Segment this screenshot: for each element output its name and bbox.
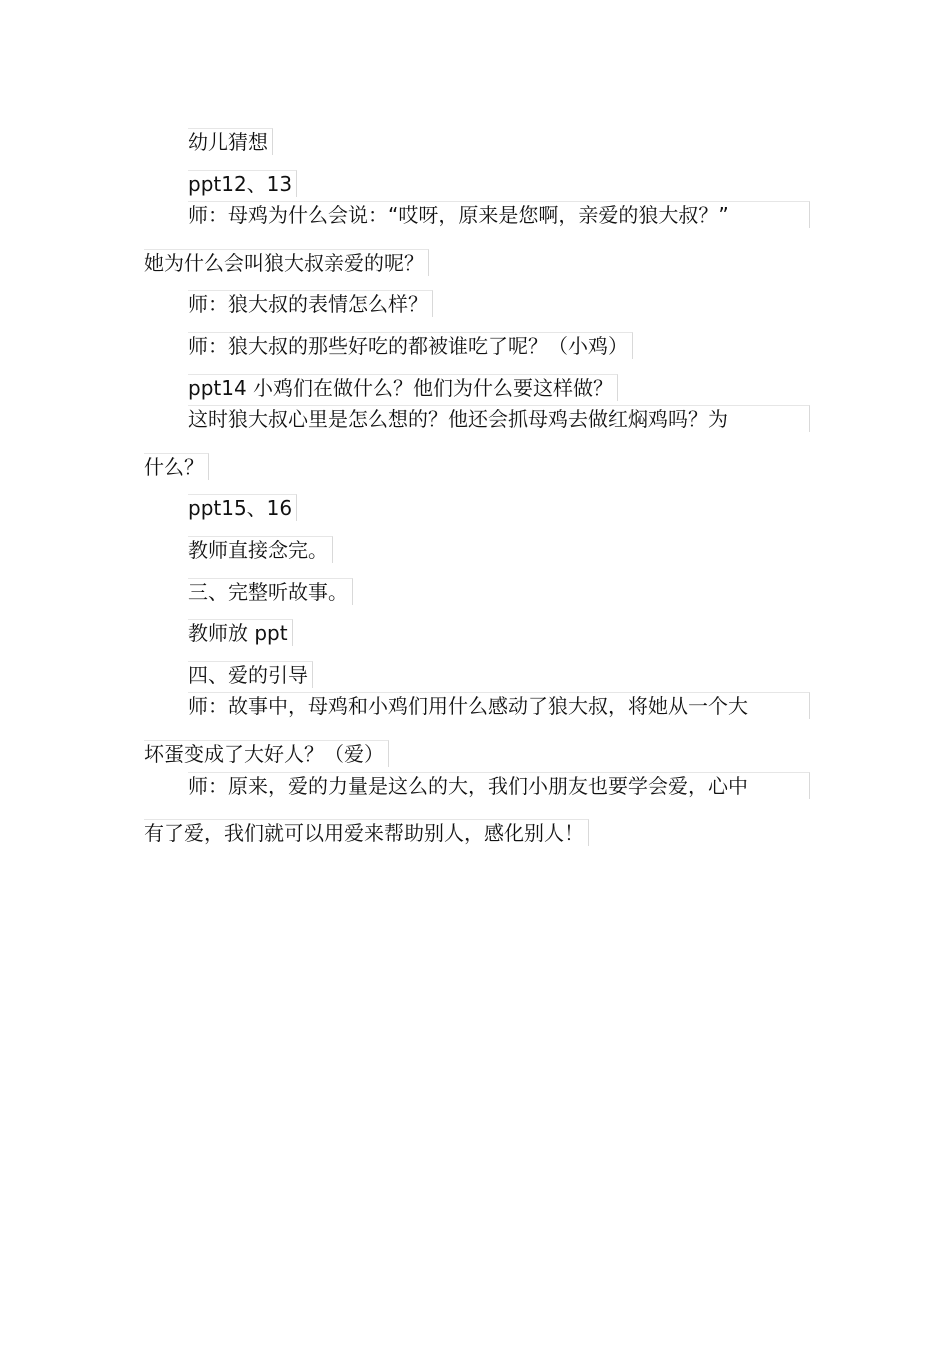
text-line [144, 368, 808, 410]
line-text: 教师放 ppt [188, 619, 293, 646]
line-text: 她为什么会叫狼大叔亲爱的呢？ [144, 249, 429, 276]
line-text: 三、完整听故事。 [188, 578, 353, 605]
text-line [144, 243, 808, 285]
text-line [144, 284, 808, 326]
text-line [144, 772, 808, 814]
text-line [144, 813, 808, 855]
line-text: 坏蛋变成了大好人？（爱） [144, 740, 389, 767]
text-line [144, 530, 808, 572]
line-text: 师：故事中，母鸡和小鸡们用什么感动了狼大叔，将她从一个大 [188, 692, 810, 719]
text-line [144, 613, 808, 655]
line-text: 师：狼大叔的表情怎么样？ [188, 290, 433, 317]
line-text: ppt14 小鸡们在做什么？他们为什么要这样做？ [188, 374, 618, 401]
line-text: 什么？ [144, 453, 209, 480]
text-line [144, 655, 808, 697]
line-text: 幼儿猜想 [188, 128, 273, 155]
line-text: 教师直接念完。 [188, 536, 333, 563]
text-line [144, 164, 808, 206]
line-text: 四、爱的引导 [188, 661, 313, 688]
text-line [144, 405, 808, 447]
text-line [144, 734, 808, 776]
text-line [144, 447, 808, 489]
text-line [144, 326, 808, 368]
text-line [144, 572, 808, 614]
line-text: 师：母鸡为什么会说：“哎呀，原来是您啊，亲爱的狼大叔？” [188, 201, 810, 228]
line-text: ppt15、16 [188, 494, 297, 521]
line-text: 师：原来，爱的力量是这么的大，我们小朋友也要学会爱，心中 [188, 772, 810, 799]
document-body [144, 122, 808, 855]
text-line [144, 201, 808, 243]
line-text: 这时狼大叔心里是怎么想的？他还会抓母鸡去做红焖鸡吗？为 [188, 405, 810, 432]
text-line [144, 122, 808, 164]
line-text: ppt12、13 [188, 170, 297, 197]
line-text: 有了爱，我们就可以用爱来帮助别人，感化别人！ [144, 819, 589, 846]
text-line [144, 488, 808, 530]
line-text: 师：狼大叔的那些好吃的都被谁吃了呢？（小鸡） [188, 332, 633, 359]
text-line [144, 692, 808, 734]
